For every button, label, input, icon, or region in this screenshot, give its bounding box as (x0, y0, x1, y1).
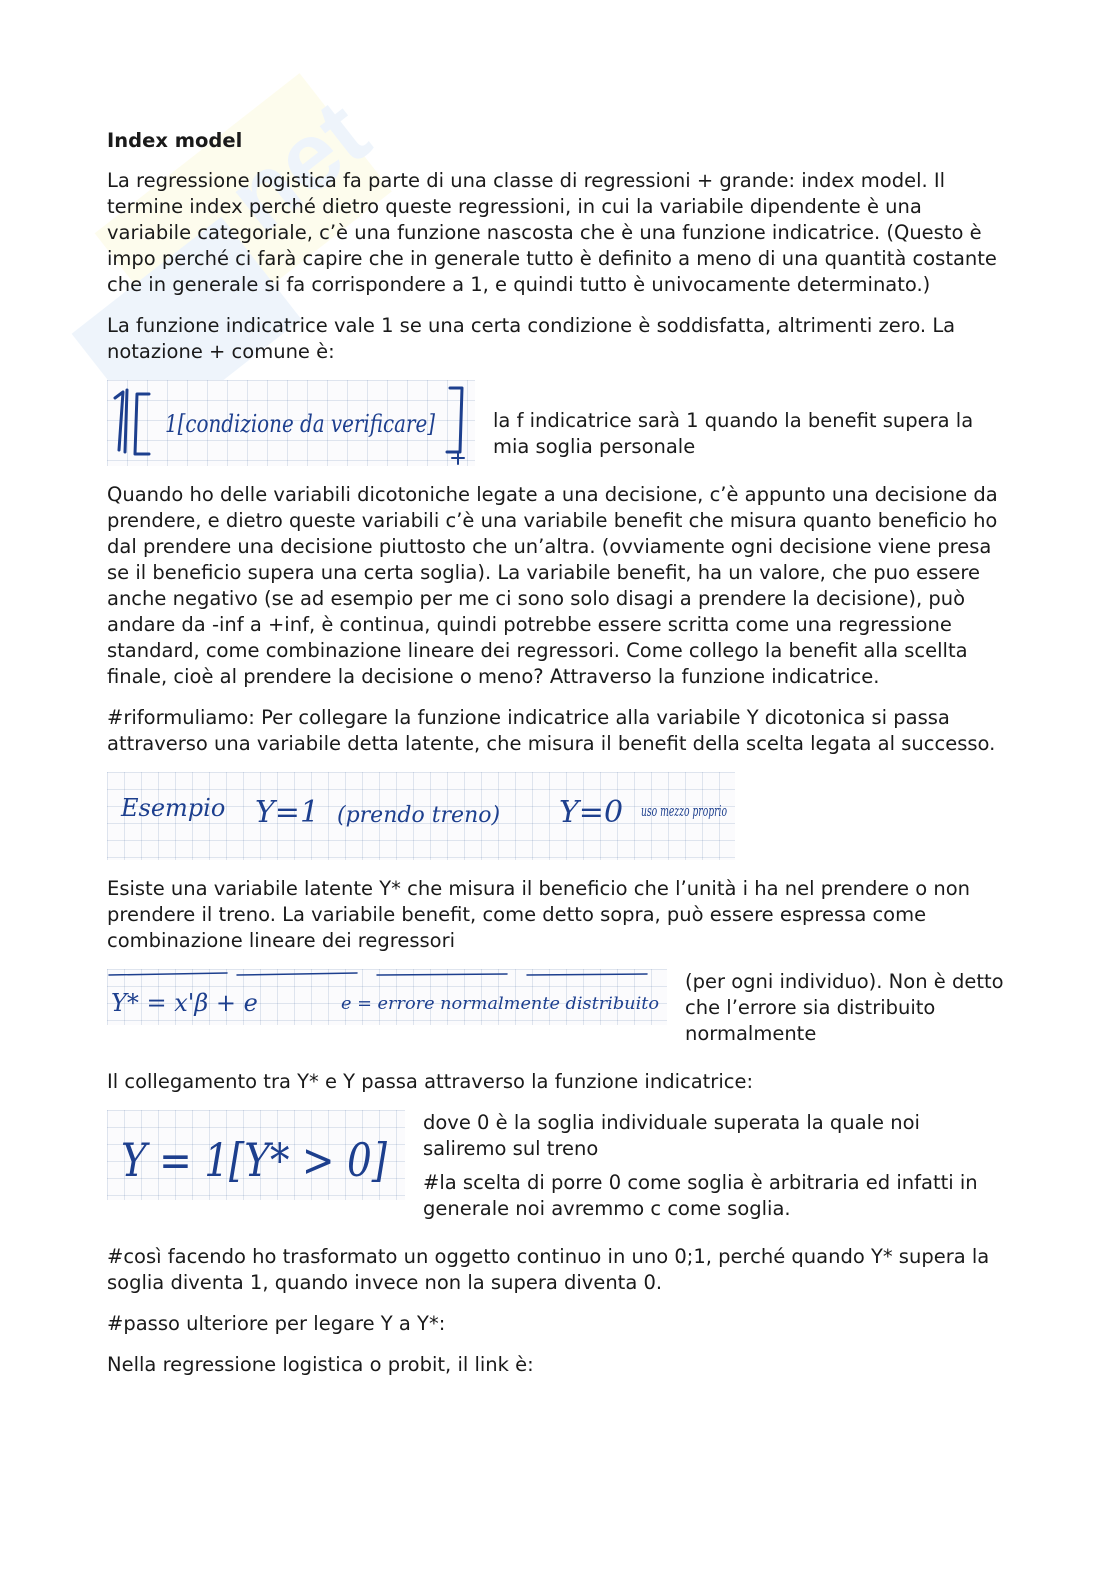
indicator-caption (493, 380, 1007, 468)
watermark-text: net (208, 79, 389, 253)
paragraph-latent: #riformuliamo: Per collegare la funzione indicatrice alla variabile Y dicotonica si passa attraverso una variabile detta latente, che misura il benefit della scelta legata al successo. (107, 706, 996, 755)
handwritten-text: e = errore normalmente distribuito (341, 994, 659, 1014)
handwritten-indicator-image (107, 380, 475, 466)
handwritten-text: Esempio (121, 794, 226, 822)
handwritten-equation-image (107, 969, 667, 1025)
handwritten-text: Y=0 (559, 795, 624, 830)
paragraph-indicator-def: La funzione indicatrice vale 1 se una certa condizione è soddisfatta, altrimenti zero. La notazione + comune è: (107, 314, 956, 363)
caption-text-threshold: dove 0 è la soglia individuale superata la quale noi saliremo sul treno (423, 1111, 920, 1160)
paragraph-intro: La regressione logistica fa parte di una classe di regressioni + grande: index model. Il termine index perché dietro queste regressioni, in cui la variabile dipendente è una variabile categoriale, c’è una funzione nascosta che è una funzione indicatrice. (Questo è impo perché ci farà capire che in generale tutto è definito a meno di una quantità costante che in generale si fa corrispondere a 1, e quindi tutto è univocamente determinato.) (107, 169, 997, 296)
paragraph-benefit: Quando ho delle variabili dicotoniche legate a una decisione, c’è appunto una decisione da prendere, e dietro queste variabili c’è una variabile benefit che misura quanto beneficio ho dal prendere una decisione piuttosto che un’altra. (ovviamente ogni decisione viene presa se il beneficio supera una certa soglia). La variabile benefit, ha un valore, che puo essere anche negativo (se ad esempio per me ci sono solo disagi a prendere la decisione), può andare da -inf a +inf, è continua, quindi potrebbe essere scritta come una regressione standard, come combinazione lineare dei regressori. Come collego la benefit alla scellta finale, cioè al prendere la decisione o meno? Attraverso la funzione indicatrice. (107, 483, 998, 688)
caption-text: la f indicatrice sarà 1 quando la benefit supera la mia soglia personale (493, 409, 974, 458)
document-body (107, 128, 1007, 1393)
caption-text: (per ogni individuo). Non è detto che l’errore sia distribuito normalmente (685, 970, 1004, 1045)
handwritten-text: (prendo treno) (337, 803, 501, 828)
handwritten-indicator-equation-image (107, 1110, 405, 1200)
handwritten-text: Y=1 (255, 795, 320, 830)
handwritten-text: Y* = x'β + e (111, 989, 258, 1017)
paragraph-logistic-link: Nella regressione logistica o probit, il link è: (107, 1353, 534, 1376)
paragraph-next-step: #passo ulteriore per legare Y a Y*: (107, 1312, 446, 1335)
handwritten-text: Y = 1[Y* > 0] (121, 1133, 388, 1187)
indicator-equation-row (107, 1110, 1007, 1230)
paragraph-link: Il collegamento tra Y* e Y passa attraverso la funzione indicatrice: (107, 1070, 754, 1093)
handwritten-example-image (107, 772, 735, 860)
equation-caption (685, 969, 1007, 1055)
handwritten-text: 1[condizione da verificare] (165, 410, 436, 438)
handwritten-text: uso mezzo proprio (641, 802, 727, 820)
paragraph-latent-variable: Esiste una variabile latente Y* che misura il beneficio che l’unità i ha nel prendere o non prendere il treno. La variabile benefit, come detto sopra, può essere espressa come combinazione lineare dei regressori (107, 877, 970, 952)
indicator-notation-row (107, 380, 1007, 468)
latent-equation-row (107, 969, 1007, 1055)
caption-text-arbitrary: #la scelta di porre 0 come soglia è arbitraria ed infatti in generale noi avremmo c come soglia. (423, 1171, 978, 1220)
paragraph-transform: #così facendo ho trasformato un oggetto continuo in uno 0;1, perché quando Y* supera la soglia diventa 1, quando invece non la supera diventa 0. (107, 1245, 990, 1294)
section-heading: Index model (107, 129, 243, 152)
indicator-equation-caption (423, 1110, 1007, 1230)
